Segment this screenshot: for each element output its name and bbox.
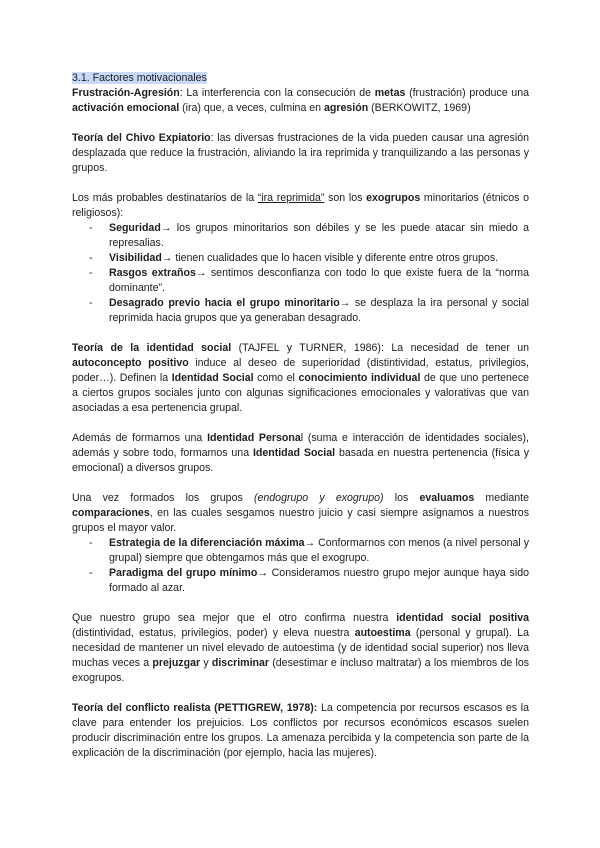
- text: Además de formarnos una: [72, 432, 208, 444]
- term-rasgos-extranos: Rasgos extraños: [109, 267, 196, 279]
- bullet: -: [89, 537, 93, 549]
- section-heading-line: [72, 71, 529, 86]
- term-endogrupo-exogrupo: (endogrupo y exogrupo): [253, 492, 384, 504]
- term-chivo-expiatorio: Teoría del Chivo Expiatorio: [72, 132, 211, 144]
- text: : La interferencia con la consecución de: [179, 87, 375, 99]
- paragraph-identidad-personal: [72, 431, 529, 476]
- paragraph-conflicto-realista: [72, 701, 529, 761]
- bullet: -: [89, 252, 93, 264]
- list-item: [89, 221, 529, 251]
- term-identidad-social: Identidad Social: [171, 372, 254, 384]
- bullet: -: [89, 567, 93, 579]
- paragraph-identidad-social: [72, 341, 529, 416]
- bullet: -: [89, 297, 93, 309]
- term-visibilidad: Visibilidad: [109, 252, 162, 264]
- text: → Conformarnos con menos (a nivel personal y grupal) siempre que obtengamos más que el exogrupo.: [109, 537, 529, 564]
- term-desagrado-previo: Desagrado previo hacia el grupo minoritario: [109, 297, 340, 309]
- text: (distintividad, estatus, privilegios, poder) y eleva nuestra: [72, 627, 355, 639]
- text: Los más probables destinatarios de la: [72, 192, 258, 204]
- text: Una vez formados los grupos: [72, 492, 254, 504]
- term-exogrupos: exogrupos: [366, 192, 421, 204]
- paragraph-destinatarios: [72, 191, 529, 221]
- text: La competencia por recursos escasos es la clave para entender los prejuicios. Los conflictos por recursos económicos escasos suelen producir discriminación entre los grupos. La amenaza percibida y la competencia son parte de la explicación de la discriminación (por ejemplo, hacia las mujeres).: [72, 702, 529, 759]
- list-item: [89, 566, 529, 596]
- text: mediante: [474, 492, 530, 504]
- term-prejuzgar: prejuzgar: [152, 657, 201, 669]
- text: → tienen cualidades que lo hacen visible y diferente entre otros grupos.: [161, 252, 499, 264]
- text: l (suma e interacción de identidades sociales), además y sobre todo, formamos una: [72, 432, 529, 459]
- text: (ira) que, a veces, culmina en: [179, 102, 325, 114]
- term-activacion-emocional: activación emocional: [72, 102, 180, 114]
- list-item: [89, 536, 529, 566]
- term-autoestima: autoestima: [354, 627, 411, 639]
- term-ira-reprimida: “ira reprimida”: [257, 192, 325, 204]
- term-agresion: agresión: [324, 102, 369, 114]
- text: → se desplaza la ira personal y social reprimida hacia grupos que ya generaban desagrado.: [109, 297, 530, 324]
- text: los: [383, 492, 420, 504]
- list-item: [89, 296, 530, 326]
- text: → los grupos minoritarios son débiles y se les puede atacar sin miedo a represalias.: [109, 222, 529, 249]
- text: (BERKOWITZ, 1969): [368, 102, 471, 114]
- text: de que uno pertenece a ciertos grupos sociales junto con algunas significaciones emocionales y valorativas que van asociadas a esa pertenencia grupal.: [72, 372, 530, 414]
- term-metas: metas: [374, 87, 406, 99]
- term-identidad-social: Identidad Social: [252, 447, 336, 459]
- bullet: -: [89, 222, 93, 234]
- document-body: [72, 71, 529, 761]
- term-teoria-identidad-social: Teoría de la identidad social: [72, 342, 232, 354]
- list-item: [89, 266, 529, 296]
- term-autoconcepto-positivo: autoconcepto positivo: [72, 357, 189, 369]
- section-heading: 3.1. Factores motivacionales: [72, 72, 207, 84]
- term-identidad-social-positiva: identidad social positiva: [396, 612, 529, 624]
- text: (desestimar e incluso maltratar) a los miembros de los exogrupos.: [72, 657, 530, 684]
- paragraph-chivo-expiatorio: [72, 131, 529, 176]
- text: minoritarios (étnicos o religiosos):: [72, 192, 529, 219]
- bullet: -: [89, 267, 93, 279]
- term-conflicto-realista: Teoría del conflicto realista (PETTIGREW, 1978):: [72, 702, 318, 714]
- text: , en las cuales sesgamos nuestro juicio y casi siempre asignamos a nuestros grupos el mayor valor.: [72, 507, 529, 534]
- text: basada en nuestra pertenencia (física y emocional) a diversos grupos.: [72, 447, 530, 474]
- term-diferenciacion-maxima: Estrategia de la diferenciación máxima: [109, 537, 305, 549]
- text: como el: [253, 372, 299, 384]
- text: (TAJFEL y TURNER, 1986): La necesidad de tener un: [231, 342, 530, 354]
- text: y: [200, 657, 212, 669]
- term-conocimiento-individual: conocimiento individual: [298, 372, 421, 384]
- text: → sentimos desconfianza con todo lo que existe fuera de la “norma dominante”.: [109, 267, 529, 294]
- term-frustracion-agresion: Frustración-Agresión: [72, 87, 180, 99]
- text: : las diversas frustraciones de la vida pueden causar una agresión desplazada que reduce la frustración, aliviando la ira reprimida y tranquilizando a las personas y grupos.: [72, 132, 529, 174]
- paragraph-frustracion-agresion: [72, 86, 529, 116]
- paragraph-identidad-positiva: [72, 611, 529, 686]
- term-evaluamos: evaluamos: [419, 492, 475, 504]
- list-estrategias: [72, 536, 529, 596]
- text: Que nuestro grupo sea mejor que el otro confirma nuestra: [72, 612, 397, 624]
- term-comparaciones: comparaciones: [72, 507, 150, 519]
- list-destinatarios: [72, 221, 529, 326]
- text: (personal y grupal). La necesidad de mantener un nivel elevado de autoestima (y de identidad social superior) nos lleva muchas veces a: [72, 627, 529, 669]
- term-discriminar: discriminar: [211, 657, 270, 669]
- text: induce al deseo de superioridad (distintividad, estatus, privilegios, poder…). Definen la: [72, 357, 529, 384]
- paragraph-comparaciones: [72, 491, 529, 536]
- text: (frustración) produce una: [405, 87, 529, 99]
- list-item: [89, 251, 529, 266]
- text: son los: [324, 192, 367, 204]
- term-grupo-minimo: Paradigma del grupo mínimo: [109, 567, 258, 579]
- term-identidad-personal: Identidad Persona: [207, 432, 301, 444]
- term-seguridad: Seguridad: [109, 222, 161, 234]
- text: → Consideramos nuestro grupo mejor aunque haya sido formado al azar.: [109, 567, 529, 594]
